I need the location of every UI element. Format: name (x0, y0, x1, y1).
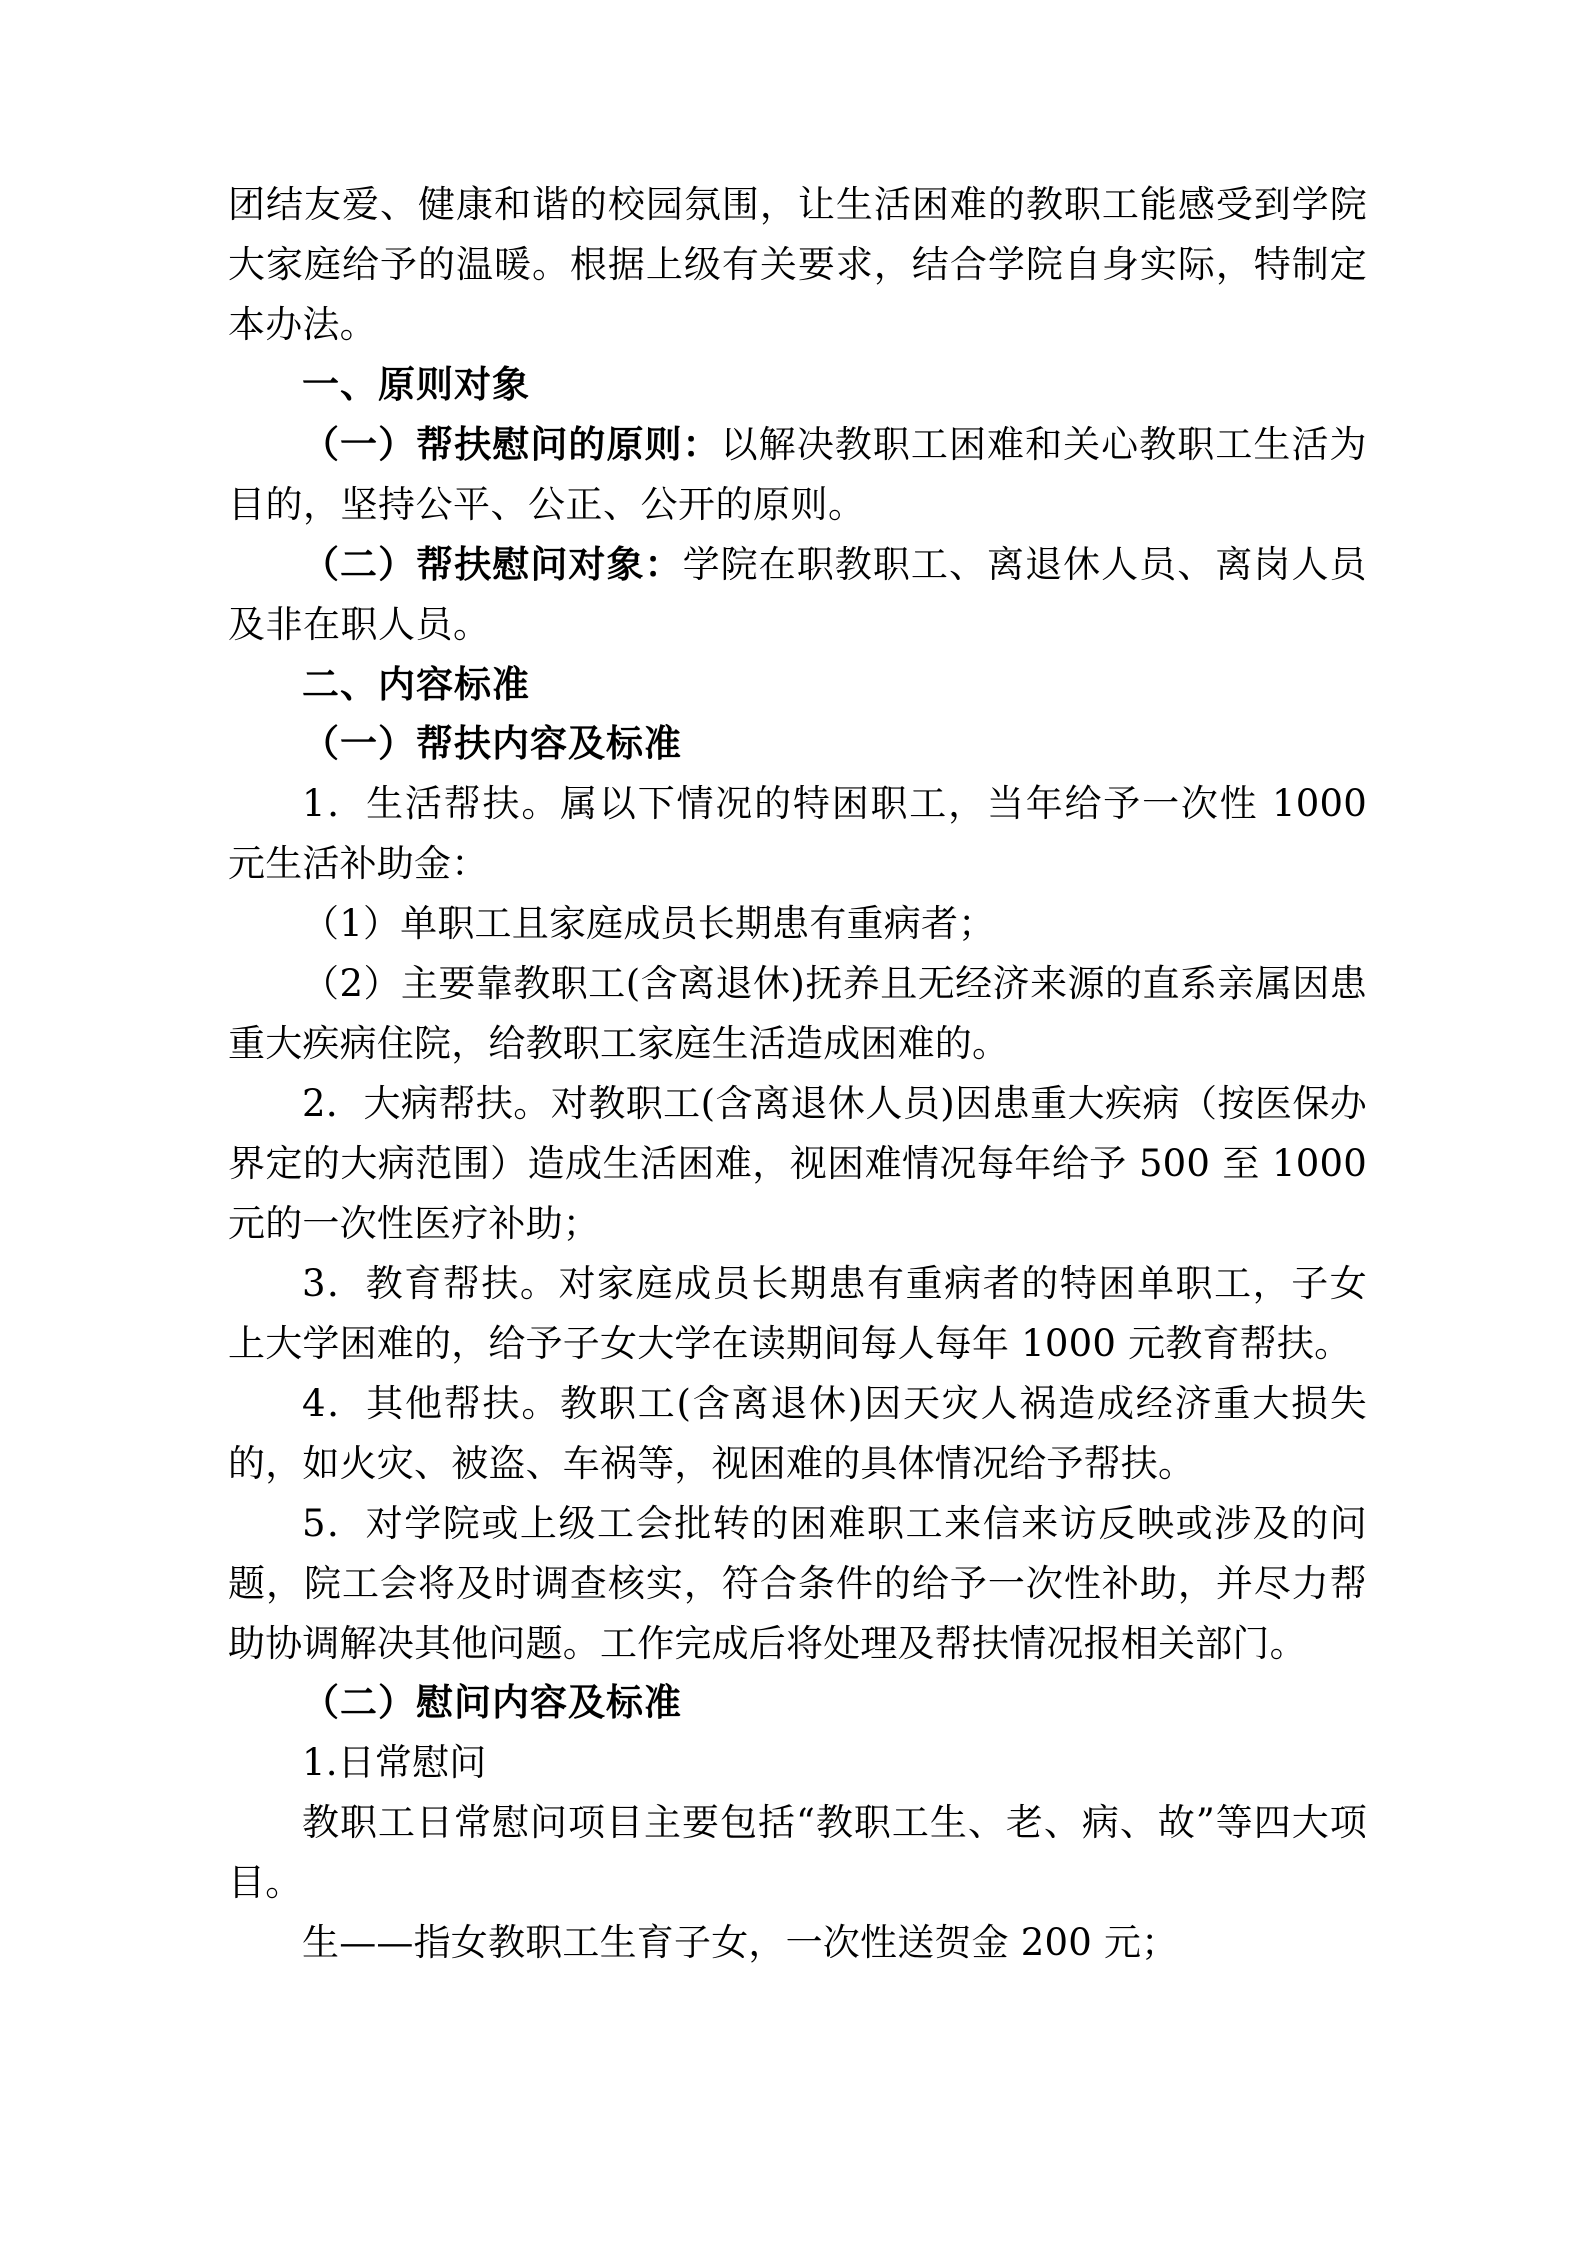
paragraph-target-text: 学院在职教职工、离退休人员、离岗人员及非在职人员。 (228, 542, 1368, 646)
heading-assistance-content: （一）帮扶内容及标准 (302, 721, 682, 766)
heading-section-one: 一、原则对象 (302, 361, 530, 406)
paragraph-target (228, 535, 1367, 655)
paragraph-item-1a: （1）单职工且家庭成员长期患有重病者； (302, 902, 996, 946)
heading-condolence-content: （二）慰问内容及标准 (302, 1680, 682, 1725)
paragraph-daily-condolence-title: 1.日常慰问 (302, 1741, 487, 1785)
paragraph-daily-condolence-items: 教职工日常慰问项目主要包括“教职工生、老、病、故”等四大项目。 (228, 1801, 1367, 1905)
paragraph-birth-condolence: 生——指女教职工生育子女，一次性送贺金 200 元； (302, 1921, 1179, 1965)
paragraph-target-label: （二）帮扶慰问对象： (302, 541, 683, 586)
paragraph-item-5: 5．对学院或上级工会批转的困难职工来信来访反映或涉及的问题，院工会将及时调查核实，符合条件的给予一次性补助，并尽力帮助协调解决其他问题。工作完成后将处理及帮扶情况报相关部门。 (228, 1501, 1367, 1665)
paragraph-principle-text: 以解决教职工困难和关心教职工生活为目的，坚持公平、公正、公开的原则。 (228, 422, 1368, 526)
paragraph-principle (228, 415, 1367, 535)
document-body (228, 175, 1379, 1973)
heading-section-two: 二、内容标准 (302, 661, 530, 706)
paragraph-item-3: 3．教育帮扶。对家庭成员长期患有重病者的特困单职工，子女上大学困难的，给予子女大学在读期间每人每年 1000 元教育帮扶。 (228, 1261, 1367, 1365)
paragraph-item-1b: （2）主要靠教职工(含离退休)抚养且无经济来源的直系亲属因患重大疾病住院，给教职工家庭生活造成困难的。 (228, 962, 1367, 1066)
paragraph-item-4: 4．其他帮扶。教职工(含离退休)因天灾人祸造成经济重大损失的，如火灾、被盗、车祸等，视困难的具体情况给予帮扶。 (228, 1381, 1367, 1485)
paragraph-item-1: 1．生活帮扶。属以下情况的特困职工，当年给予一次性 1000 元生活补助金： (228, 782, 1379, 886)
paragraph-principle-label: （一）帮扶慰问的原则： (302, 421, 721, 466)
paragraph-item-2: 2．大病帮扶。对教职工(含离退休人员)因患重大疾病（按医保办界定的大病范围）造成生活困难，视困难情况每年给予 500 至 1000 元的一次性医疗补助； (228, 1082, 1379, 1245)
paragraph-opening: 团结友爱、健康和谐的校园氛围，让生活困难的教职工能感受到学院大家庭给予的温暖。根据上级有关要求，结合学院自身实际，特制定本办法。 (228, 183, 1367, 346)
